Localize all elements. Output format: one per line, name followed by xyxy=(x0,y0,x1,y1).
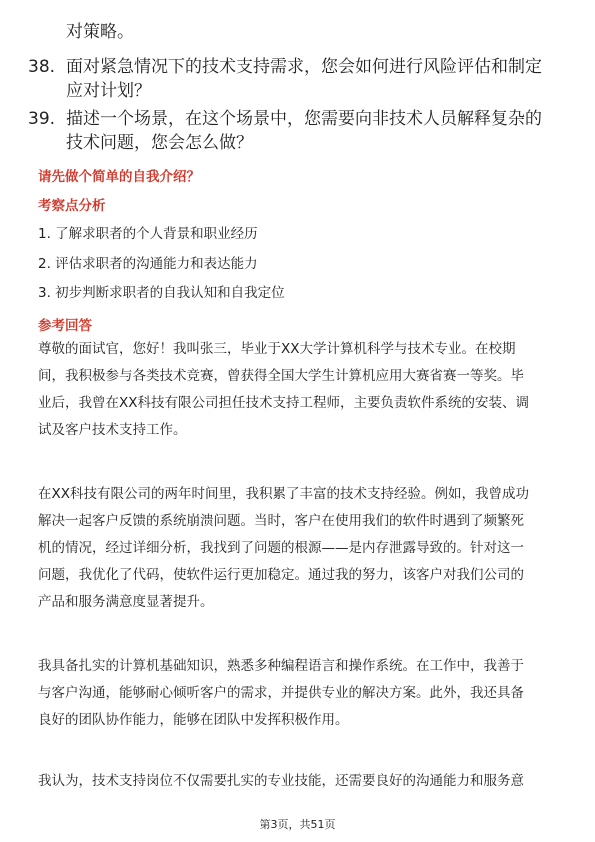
question-line: 技术问题，您会怎么做？ xyxy=(66,133,253,153)
paragraph-line: 在XX科技有限公司的两年时间里，我积累了丰富的技术支持经验。例如，我曾成功 xyxy=(38,486,529,502)
answer-paragraph xyxy=(38,653,558,734)
question-line: 应对计划？ xyxy=(66,81,151,101)
page-footer: 第3页，共51页 xyxy=(259,818,336,831)
question-number: 38. xyxy=(28,57,56,77)
paragraph-line: 我认为，技术支持岗位不仅需要扎实的专业技能，还需要良好的沟通能力和服务意 xyxy=(38,773,524,789)
paragraph-line: 问题，我优化了代码，使软件运行更加稳定。通过我的努力，该客户对我们公司的 xyxy=(38,567,524,583)
question-text xyxy=(66,107,568,155)
paragraph-line: 试及客户技术支持工作。 xyxy=(38,422,187,438)
analysis-item: 3. 初步判断求职者的自我认知和自我定位 xyxy=(38,285,285,301)
answer-paragraph xyxy=(38,481,558,616)
paragraph-line: 与客户沟通，能够耐心倾听客户的需求，并提供专业的解决方案。此外，我还具备 xyxy=(38,685,524,701)
paragraph-line: 间，我积极参与各类技术竞赛，曾获得全国大学生计算机应用大赛省赛一等奖。毕 xyxy=(38,368,524,384)
analysis-item: 2. 评估求职者的沟通能力和表达能力 xyxy=(38,256,258,272)
paragraph-line: 机的情况，经过详细分析，我找到了问题的根源——是内存泄露导致的。针对这一 xyxy=(38,540,524,556)
analysis-title: 考察点分析 xyxy=(38,198,106,214)
answer-paragraph xyxy=(38,768,558,795)
paragraph-line: 良好的团队协作能力，能够在团队中发挥积极作用。 xyxy=(38,712,349,728)
paragraph-line: 业后，我曾在XX科技有限公司担任技术支持工程师，主要负责软件系统的安装、调 xyxy=(38,395,529,411)
answer-paragraph xyxy=(38,336,558,444)
question-number: 39. xyxy=(28,109,56,129)
continuation-text: 对策略。 xyxy=(66,22,134,42)
paragraph-line: 解决一起客户反馈的系统崩溃问题。当时，客户在使用我们的软件时遇到了频繁死 xyxy=(38,513,524,529)
section-title: 请先做个简单的自我介绍？ xyxy=(38,169,200,185)
paragraph-line: 我具备扎实的计算机基础知识，熟悉多种编程语言和操作系统。在工作中，我善于 xyxy=(38,658,524,674)
analysis-item: 1. 了解求职者的个人背景和职业经历 xyxy=(38,226,258,242)
question-line: 描述一个场景，在这个场景中，您需要向非技术人员解释复杂的 xyxy=(66,109,542,129)
paragraph-line: 产品和服务满意度显著提升。 xyxy=(38,594,214,610)
answer-title: 参考回答 xyxy=(38,318,92,334)
paragraph-line: 尊敬的面试官，您好！我叫张三，毕业于XX大学计算机科学与技术专业。在校期 xyxy=(38,341,516,357)
question-text xyxy=(66,55,568,103)
question-line: 面对紧急情况下的技术支持需求，您会如何进行风险评估和制定 xyxy=(66,57,542,77)
